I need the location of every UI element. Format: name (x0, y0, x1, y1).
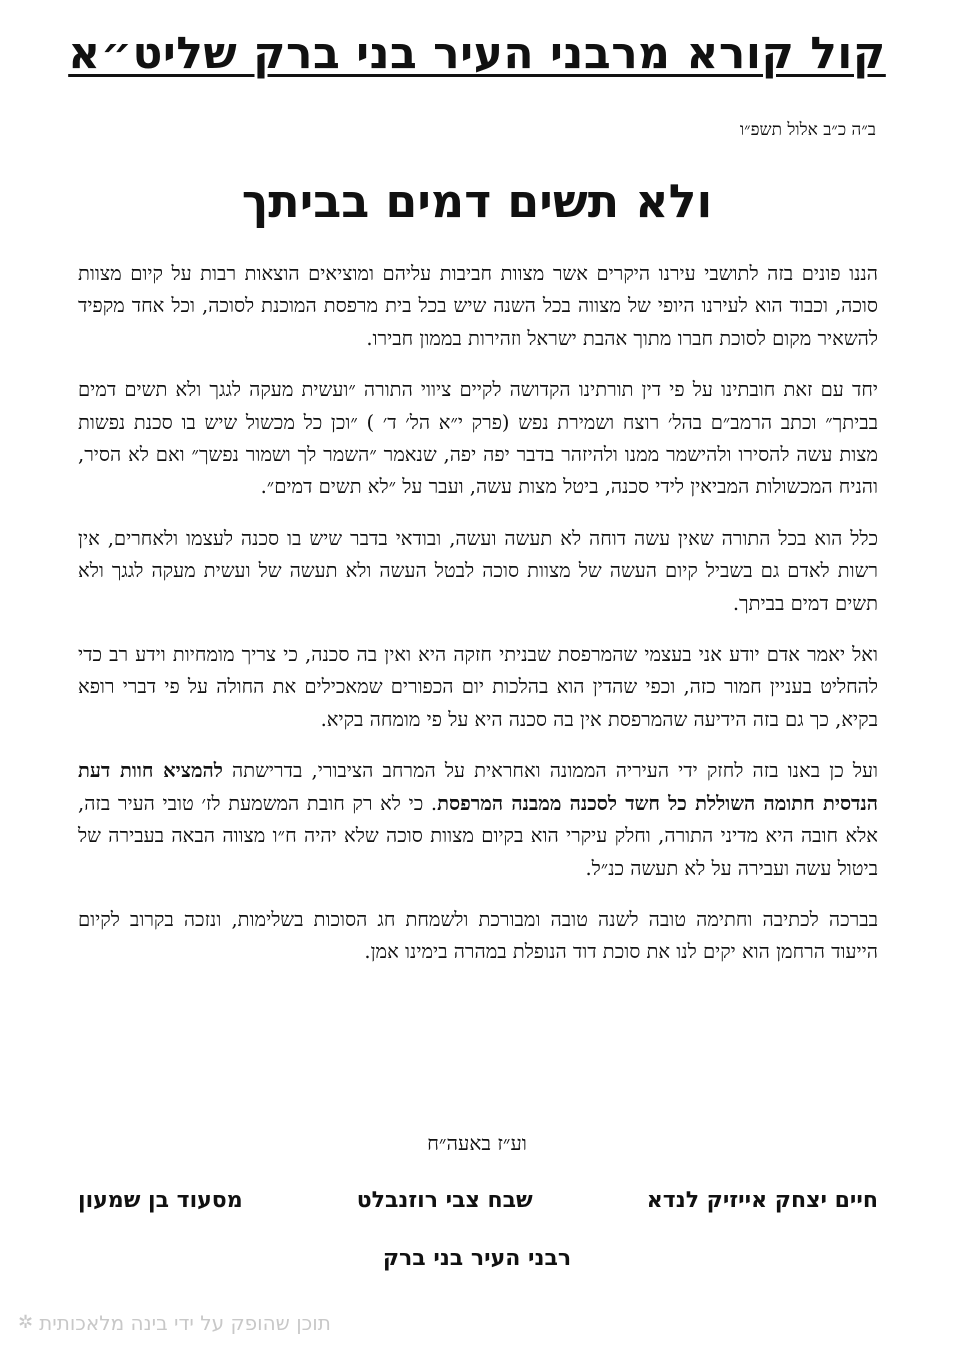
paragraph-5-lead: ועל כן באנו בזה לחזק ידי העיריה הממונה ואחראית על המרחב הציבורי, בדרישתה (222, 759, 878, 783)
paragraph-4 (78, 639, 878, 736)
paragraph-6-text: בברכה לכתיבה וחתימה טובה לשנה טובה ומבורכת ולשמחת חג הסוכות בשלימות, ונזכה בקרוב לקיום הייעוד הרחמן הוא יקים לנו את סוכת דוד הנופלת במהרה בימינו אמן. (78, 907, 878, 964)
paragraph-5 (78, 755, 878, 885)
paragraph-2 (78, 374, 878, 504)
signers-role: רבני העיר בני ברק (382, 1246, 572, 1271)
document-date: ב״ה כ״ב אלול תשפ״ו (739, 120, 876, 140)
paragraph-2-text: יחד עם זאת חובתינו על פי דין תורתינו הקדושה לקיים ציווי התורה ״ועשית מעקה לגגך ולא תשים דמים בביתך״ וכתב הרמב״ם בהל׳ רוצח ושמירת נפש (פרק י״א הל׳ ד׳ ) ״וכן כל מכשול שיש בו סכנת נפשות מצות עשה להסירו ולהישמר ממנו ולהיזהר בדבר יפה יפה, שנאמר ״השמר לך ושמור נפשך״ ואם לא הסיר, והניח המכשולות המביאין לידי סכנה, ביטל מצות עשה, ועבר על ״לא תשים דמים״. (78, 378, 878, 499)
document-headline: ולא תשים דמים בביתך (241, 174, 713, 228)
document-title: קול קורא מרבני העיר בני ברק שליט״א (68, 28, 886, 79)
signer-2: שבח צבי רוזנבלט (356, 1188, 533, 1213)
signer-1: חיים יצחק אייזיק לנדא (646, 1188, 878, 1213)
paragraph-6 (78, 904, 878, 969)
signer-3: מסעוד בן שמעון (78, 1188, 243, 1213)
document-body (78, 258, 878, 988)
watermark-text: תוכן שהופק על ידי בינה מלאכותית (39, 1311, 331, 1335)
paragraph-5-tail: . כי לא רק חובת המשמעת לז׳ טובי העיר בזה, אלא חובה היא מדיני התורה, וחלק עיקרי הוא בקיום מצוות סוכה שלא יהיה ח״ו מצווה הבאה בעבירה של ביטול עשה ועבירה על לא תעשה כנ״ל. (78, 791, 878, 880)
ai-watermark (18, 1308, 331, 1338)
paragraph-1 (78, 258, 878, 355)
closing-formula: וע״ז באעה״ח (427, 1131, 527, 1155)
paragraph-3-text: כלל הוא בכל התורה שאין עשה דוחה לא תעשה ועשה, ובודאי בדבר שיש בו סכנה לעצמו ולאחרים, אין רשות לאדם גם בשביל קיום העשה של מצוות סוכה לבטל העשה ולא תעשה של ועשית מעקה לגגך ולא תשים דמים בביתך. (78, 526, 878, 615)
paragraph-1-text: הננו פונים בזה לתושבי עירנו היקרים אשר מצוות חביבות עליהם ומוציאים הוצאות רבות על קיום מצוות סוכה, וכבוד הוא לעירנו היופי של מצווה בכל השנה שיש בכל בית מרפסת המוכנת לסוכה, וכל אחד מקפיד להשאיר מקום לסוכת חברו מתוך אהבת ישראל וזהירות בממון חבירו. (78, 262, 878, 350)
sparkle-icon: ✲ (18, 1312, 34, 1333)
paragraph-5-bold: להמציא חוות דעת הנדסית חתומה השוללת כל חשד לסכנה ממבנה המרפסת (78, 759, 878, 815)
paragraph-3 (78, 523, 878, 620)
paragraph-4-text: ואל יאמר אדם יודע אני בעצמי שהמרפסת שבניתי חזקה היא ואין בה סכנה, כי צריך מומחיות וידע רב כדי להחליט בעניין חמור כזה, וכפי שהדין הוא בהלכות יום הכפורים שמאכילים את החולה על פי דברי רופא בקיא, כך גם בזה הידיעה שהמרפסת אין בה סכנה היא על פי מומחה בקיא. (78, 643, 878, 731)
signers-row (78, 1184, 878, 1218)
title-container (0, 24, 954, 84)
